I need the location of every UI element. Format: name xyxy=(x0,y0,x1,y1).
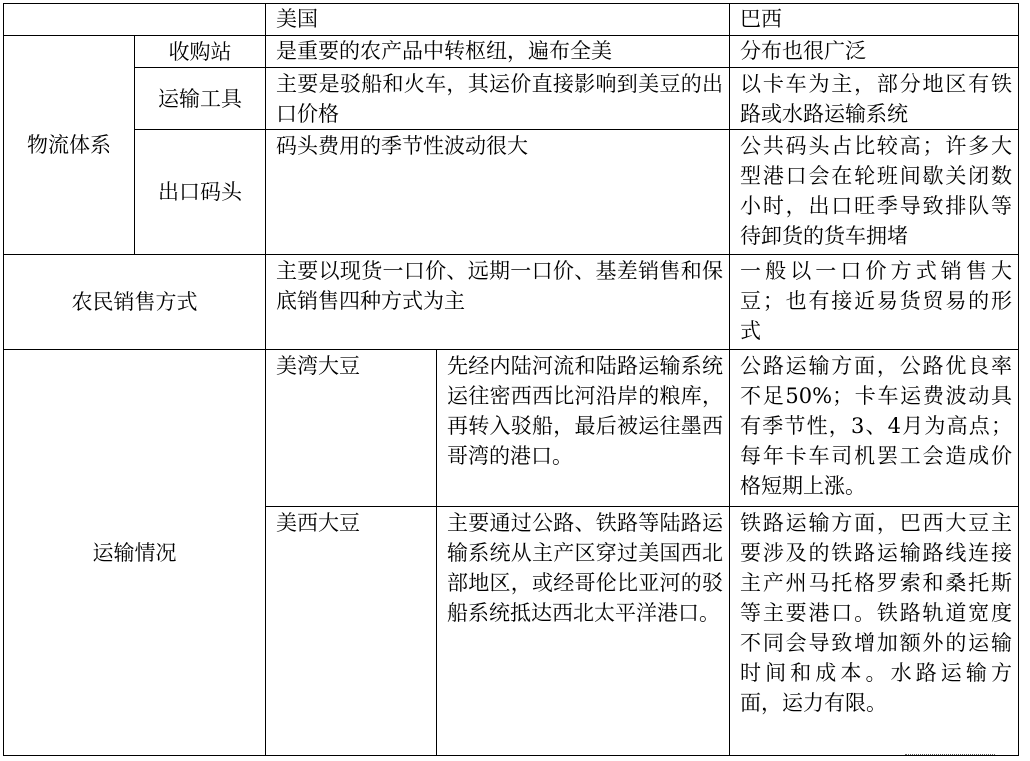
transport-tools-us: 主要是驳船和火车，其运价直接影响到美豆的出口价格 xyxy=(266,68,730,130)
header-blank-cell xyxy=(4,4,266,36)
row-label-transport-tools: 运输工具 xyxy=(135,68,266,130)
purchase-station-brazil: 分布也很广泛 xyxy=(730,36,1019,68)
row-label-purchase-station: 收购站 xyxy=(135,36,266,68)
row-label-farmer-sales: 农民销售方式 xyxy=(4,255,266,350)
table-row xyxy=(4,68,1019,130)
soybean-comparison-table xyxy=(3,3,1019,756)
table-row xyxy=(4,36,1019,68)
header-row xyxy=(4,4,1019,36)
export-terminal-us: 码头费用的季节性波动很大 xyxy=(266,130,730,255)
gulf-soybean-text: 先经内陆河流和陆路运输系统运往密西西比河沿岸的粮库，再转入驳船，最后被运往墨西哥湾的港口。 xyxy=(437,350,730,507)
west-soybean-text: 主要通过公路、铁路等陆路运输系统从主产区穿过美国西北部地区，或经哥伦比亚河的驳船系统抵达西北太平洋港口。 xyxy=(437,507,730,756)
row-label-transport-situation: 运输情况 xyxy=(4,350,266,756)
footer-line-fragment xyxy=(502,755,532,756)
table-row xyxy=(4,350,1019,507)
brazil-rail-water-transport: 铁路运输方面，巴西大豆主要涉及的铁路运输路线连接主产州马托格罗索和桑托斯等主要港口。铁路轨道宽度不同会导致增加额外的运输时间和成本。水路运输方面，运力有限。 xyxy=(730,507,1019,756)
farmer-sales-brazil: 一般以一口价方式销售大豆；也有接近易货贸易的形式 xyxy=(730,255,1019,350)
logistics-category-label: 物流体系 xyxy=(4,36,135,255)
farmer-sales-us: 主要以现货一口价、远期一口价、基差销售和保底销售四种方式为主 xyxy=(266,255,730,350)
row-label-export-terminal: 出口码头 xyxy=(135,130,266,255)
west-soybean-label: 美西大豆 xyxy=(266,507,437,756)
footer-scribble-fragment xyxy=(905,754,995,755)
brazil-road-transport: 公路运输方面，公路优良率不足50%；卡车运费波动具有季节性，3、4月为高点；每年卡车司机罢工会造成价格短期上涨。 xyxy=(730,350,1019,507)
header-brazil: 巴西 xyxy=(730,4,1019,36)
transport-tools-brazil: 以卡车为主，部分地区有铁路或水路运输系统 xyxy=(730,68,1019,130)
purchase-station-us: 是重要的农产品中转枢纽，遍布全美 xyxy=(266,36,730,68)
header-us: 美国 xyxy=(266,4,730,36)
table-row xyxy=(4,130,1019,255)
gulf-soybean-label: 美湾大豆 xyxy=(266,350,437,507)
table-row xyxy=(4,255,1019,350)
export-terminal-brazil: 公共码头占比较高；许多大型港口会在轮班间歇关闭数小时，出口旺季导致排队等待卸货的货车拥堵 xyxy=(730,130,1019,255)
